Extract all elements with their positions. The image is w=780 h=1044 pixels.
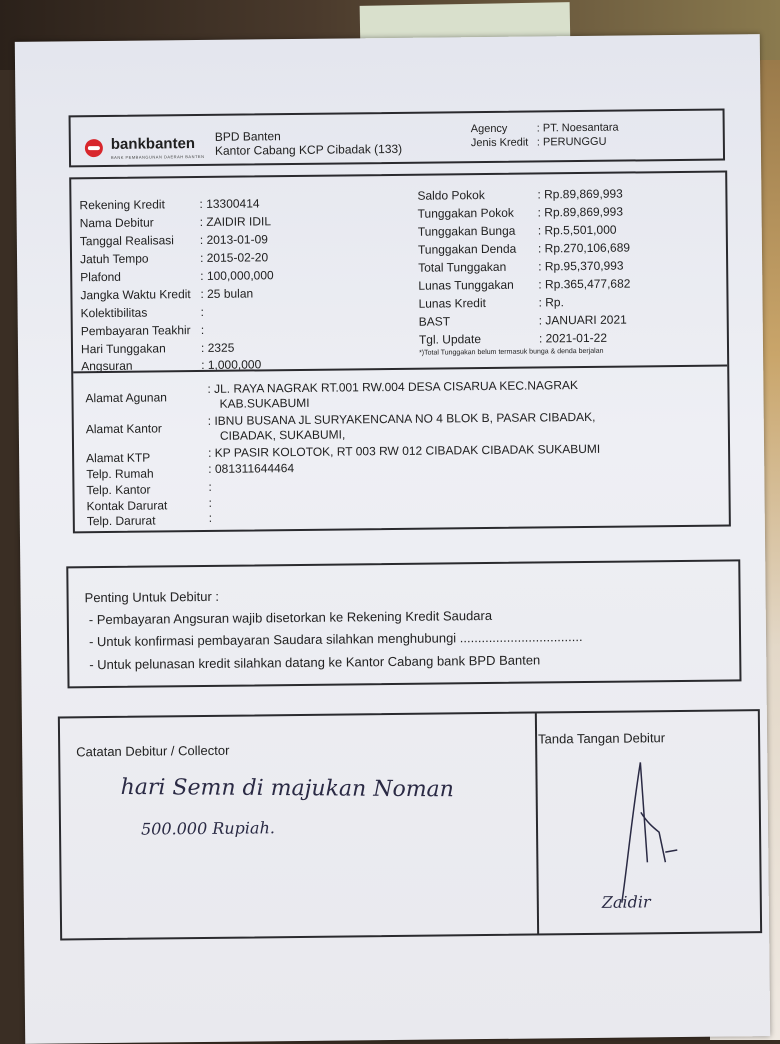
label-rekening-kredit: Rekening Kredit (79, 197, 165, 213)
label-pembayaran-terakhir: Pembayaran Teakhir (80, 323, 191, 339)
value-lunas-kredit: : Rp. (538, 295, 564, 310)
notice-item: - Pembayaran Angsuran wajib disetorkan ke Rekening Kredit Saudara (88, 607, 493, 628)
jenis-kredit-value: : PERUNGGU (536, 135, 607, 149)
label-alamat-agunan: Alamat Agunan (85, 390, 167, 406)
notice-box (66, 559, 741, 688)
value-tgl-update: : 2021-01-22 (538, 330, 608, 346)
value-tunggakan-pokok: : Rp.89,869,993 (537, 204, 624, 220)
value-saldo-pokok: : Rp.89,869,993 (537, 186, 623, 202)
section-divider (73, 364, 727, 373)
label-alamat-kantor: Alamat Kantor (85, 421, 162, 437)
jenis-kredit-label: Jenis Kredit (470, 136, 529, 150)
label-tanggal-realisasi: Tanggal Realisasi (79, 233, 174, 249)
label-nama-debitur: Nama Debitur (79, 215, 154, 231)
signature-name: Zaidir (601, 892, 651, 912)
bank-name: BPD Banten (214, 129, 281, 144)
signature-drawing (580, 752, 702, 913)
value-bast: : JANUARI 2021 (538, 312, 627, 328)
label-lunas-kredit: Lunas Kredit (418, 296, 486, 311)
value-tanggal-realisasi: : 2013-01-09 (199, 232, 268, 248)
label-saldo-pokok: Saldo Pokok (417, 188, 485, 203)
value-alamat-kantor-line1: : IBNU BUSANA JL SURYAKENCANA NO 4 BLOK B, PASAR CIBADAK, (207, 409, 596, 428)
value-telp-kantor: : (208, 479, 212, 494)
notice-title: Penting Untuk Debitur : (84, 588, 220, 606)
label-plafond: Plafond (80, 269, 122, 285)
bank-logo-text: bankbanten (110, 135, 196, 153)
value-tunggakan-denda: : Rp.270,106,689 (537, 240, 631, 256)
value-hari-tunggakan: : 2325 (200, 340, 235, 355)
value-jangka-waktu: : 25 bulan (200, 286, 254, 301)
bank-logo-subtext: BANK PEMBANGUNAN DAERAH BANTEN (110, 153, 205, 160)
label-jangka-waktu: Jangka Waktu Kredit (80, 287, 191, 303)
label-angsuran: Angsuran (81, 358, 133, 374)
value-telp-darurat: : (208, 510, 213, 525)
label-tunggakan-bunga: Tunggakan Bunga (417, 223, 516, 239)
value-lunas-tunggakan: : Rp.365,477,682 (538, 276, 631, 292)
value-kolektibilitas: : (200, 304, 205, 319)
agency-label: Agency (470, 122, 508, 136)
value-angsuran: : 1,000,000 (201, 357, 262, 372)
label-tgl-update: Tgl. Update (418, 332, 482, 347)
value-kontak-darurat: : (208, 495, 213, 510)
value-alamat-agunan-line1: : JL. RAYA NAGRAK RT.001 RW.004 DESA CISARUA KEC.NAGRAK (207, 378, 579, 396)
notes-signature-box (58, 709, 762, 940)
label-total-tunggakan: Total Tunggakan (418, 259, 507, 275)
value-telp-rumah: : 081311644464 (208, 461, 295, 476)
value-jatuh-tempo: : 2015-02-20 (199, 250, 269, 265)
catatan-label: Catatan Debitur / Collector (76, 742, 230, 760)
value-total-tunggakan: : Rp.95,370,993 (538, 258, 624, 274)
handwritten-note-line2: 500.000 Rupiah. (140, 818, 276, 839)
footnote: *)Total Tunggakan belum termasuk bunga & denda berjalan (419, 347, 604, 357)
value-tunggakan-bunga: : Rp.5,501,000 (537, 222, 617, 238)
notice-item: - Untuk konfirmasi pembayaran Saudara silahkan menghubungi .................................. (88, 629, 583, 650)
label-hari-tunggakan: Hari Tunggakan (80, 341, 166, 357)
label-kolektibilitas: Kolektibilitas (80, 305, 148, 321)
ttd-label: Tanda Tangan Debitur (538, 730, 666, 747)
handwritten-note-line1: hari Semn di majukan Noman (120, 774, 454, 803)
label-kontak-darurat: Kontak Darurat (86, 498, 168, 514)
agency-value: : PT. Noesantara (536, 121, 619, 135)
loan-info-box (69, 170, 731, 533)
value-nama-debitur: : ZAIDIR IDIL (199, 214, 272, 230)
value-alamat-agunan-line2: KAB.SUKABUMI (219, 395, 310, 411)
label-tunggakan-pokok: Tunggakan Pokok (417, 205, 514, 221)
label-bast: BAST (418, 314, 451, 329)
value-plafond: : 100,000,000 (200, 268, 274, 283)
header-box (69, 108, 726, 167)
label-alamat-ktp: Alamat KTP (86, 450, 151, 466)
label-jatuh-tempo: Jatuh Tempo (79, 251, 149, 267)
branch-name: Kantor Cabang KCP Cibadak (133) (214, 141, 403, 158)
label-telp-darurat: Telp. Darurat (86, 513, 156, 529)
value-alamat-kantor-line2: CIBADAK, SUKABUMI, (219, 427, 346, 443)
notes-signature-divider (535, 713, 539, 933)
document-page (15, 34, 770, 1044)
bank-logo-icon (85, 139, 103, 157)
label-telp-rumah: Telp. Rumah (86, 466, 154, 482)
value-rekening-kredit: : 13300414 (199, 196, 260, 212)
label-tunggakan-denda: Tunggakan Denda (417, 241, 517, 257)
value-alamat-ktp: : KP PASIR KOLOTOK, RT 003 RW 012 CIBADAK CIBADAK SUKABUMI (208, 441, 601, 460)
notice-item: - Untuk pelunasan kredit silahkan datang ke Kantor Cabang bank BPD Banten (89, 652, 541, 673)
value-pembayaran-terakhir: : (200, 322, 205, 337)
label-lunas-tunggakan: Lunas Tunggakan (418, 277, 514, 293)
label-telp-kantor: Telp. Kantor (86, 482, 151, 498)
